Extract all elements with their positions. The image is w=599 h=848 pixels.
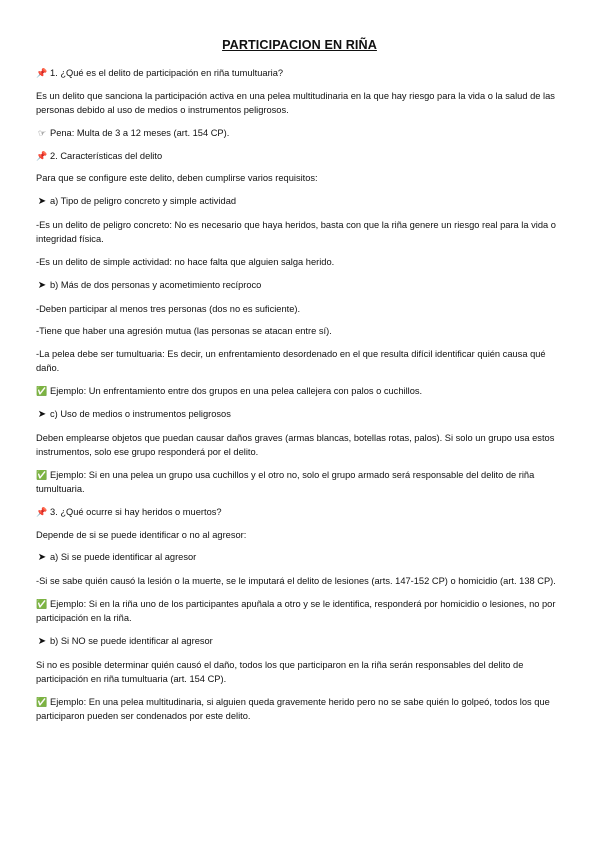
paragraph xyxy=(36,302,564,316)
section-line xyxy=(36,126,564,140)
paragraph-text: Ejemplo: En una pelea multitudinaria, si alguien queda gravemente herido pero no se sabe quién lo golpeó, todos los que participaron pueden ser condenados por este delito. xyxy=(36,696,550,721)
arrow-icon: ➤ xyxy=(37,408,47,420)
check-icon: ✅ xyxy=(36,696,48,707)
paragraph-text: 2. Características del delito xyxy=(50,150,163,161)
check-icon: ✅ xyxy=(36,386,48,397)
document-title: PARTICIPACION EN RIÑA xyxy=(222,38,377,52)
paragraph-text: -Si se sabe quién causó la lesión o la muerte, se le imputará el delito de lesiones (arts. 147-152 CP) o homicidio (art. 138 CP). xyxy=(36,576,556,587)
paragraph xyxy=(36,255,564,269)
section-line xyxy=(36,278,564,293)
paragraph xyxy=(36,431,564,459)
section-line xyxy=(36,597,564,625)
paragraph-text: -La pelea debe ser tumultuaria: Es decir, un enfrentamiento desordenado en el que resulta difícil identificar quién causa qué daño. xyxy=(36,349,546,374)
section-line xyxy=(36,407,564,422)
check-icon: ✅ xyxy=(36,598,48,609)
paragraph-text: b) Si NO se puede identificar al agresor xyxy=(50,635,213,646)
section-line xyxy=(36,149,564,163)
paragraph xyxy=(36,347,564,375)
paragraph-text: b) Más de dos personas y acometimiento recíproco xyxy=(50,279,262,290)
paragraph-text: -Tiene que haber una agresión mutua (las personas se atacan entre sí). xyxy=(36,326,332,337)
paragraph-text: Para que se configure este delito, deben cumplirse varios requisitos: xyxy=(36,173,318,184)
paragraph-text: Si no es posible determinar quién causó el daño, todos los que participaron en la riña serán responsables del delito de participación en riña tumultuaria (art. 154 CP). xyxy=(36,659,524,684)
arrow-icon: ➤ xyxy=(37,196,47,208)
paragraph-text: a) Tipo de peligro concreto y simple actividad xyxy=(50,196,237,207)
pointing-hand-icon: ☞ xyxy=(37,127,47,138)
paragraph-text: c) Uso de medios o instrumentos peligrosos xyxy=(50,408,231,419)
section-line xyxy=(36,695,564,723)
pin-icon: 📌 xyxy=(36,68,48,78)
paragraph-text: Pena: Multa de 3 a 12 meses (art. 154 CP). xyxy=(50,127,230,138)
paragraph xyxy=(36,218,564,246)
section-line xyxy=(36,66,564,80)
paragraph-text: -Deben participar al menos tres personas (dos no es suficiente). xyxy=(36,303,301,314)
section-line xyxy=(36,468,564,496)
paragraph-text: Es un delito que sanciona la participación activa en una pelea multitudinaria en la que hay riesgo para la vida o la salud de las personas debido al uso de medios o instrumentos peligrosos. xyxy=(36,90,555,115)
paragraph-text: 3. ¿Qué ocurre si hay heridos o muertos? xyxy=(50,506,222,517)
arrow-icon: ➤ xyxy=(37,552,47,564)
paragraph xyxy=(36,324,564,338)
paragraph-text: -Es un delito de peligro concreto: No es necesario que haya heridos, basta con que la riña genere un riesgo real para la vida o integridad física. xyxy=(36,219,556,245)
section-line xyxy=(36,634,564,649)
paragraph-text: Ejemplo: Si en la riña uno de los participantes apuñala a otro y se le identifica, responderá por homicidio o lesiones, no por participación en la riña. xyxy=(36,598,556,624)
paragraph xyxy=(36,171,564,185)
section-line xyxy=(36,384,564,398)
paragraph xyxy=(36,89,564,117)
section-line xyxy=(36,194,564,209)
paragraph-text: 1. ¿Qué es el delito de participación en riña tumultuaria? xyxy=(50,68,284,78)
paragraph xyxy=(36,658,564,686)
paragraph-text: Ejemplo: Un enfrentamiento entre dos grupos en una pelea callejera con palos o cuchillos. xyxy=(50,386,423,397)
paragraph-text: Deben emplearse objetos que puedan causar daños graves (armas blancas, botellas rotas, palos). Si solo un grupo usa estos instrumentos, solo ese grupo responderá por el delito. xyxy=(36,432,555,457)
pin-icon: 📌 xyxy=(36,506,48,517)
document-body xyxy=(36,66,564,732)
pin-icon: 📌 xyxy=(36,150,48,161)
paragraph-text: Depende de si se puede identificar o no al agresor: xyxy=(36,529,247,540)
section-line xyxy=(36,550,564,565)
check-icon: ✅ xyxy=(36,469,48,480)
arrow-icon: ➤ xyxy=(37,279,47,291)
paragraph xyxy=(36,574,564,588)
section-line xyxy=(36,505,564,519)
paragraph xyxy=(36,528,564,542)
paragraph-text: Ejemplo: Si en una pelea un grupo usa cuchillos y el otro no, solo el grupo armado será responsable del delito de riña tumultuaria. xyxy=(36,469,535,494)
arrow-icon: ➤ xyxy=(37,635,47,647)
paragraph-text: -Es un delito de simple actividad: no hace falta que alguien salga herido. xyxy=(36,256,335,267)
paragraph-text: a) Si se puede identificar al agresor xyxy=(50,552,197,563)
